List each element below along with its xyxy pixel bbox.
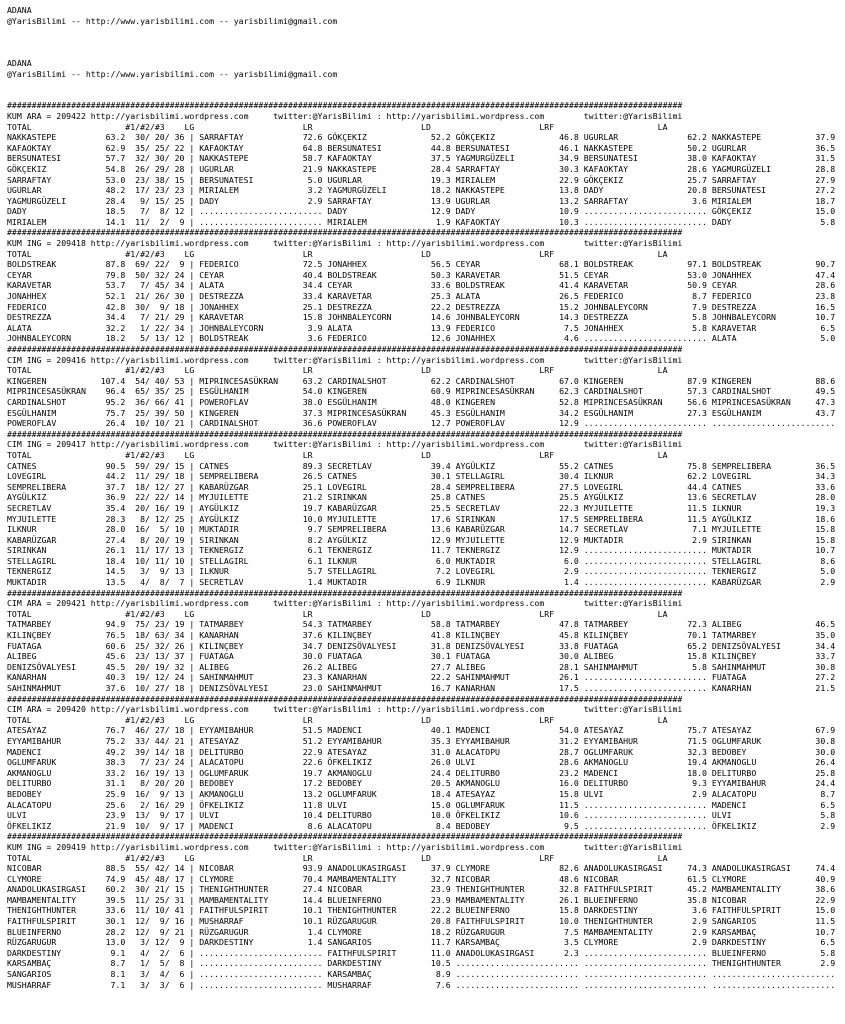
column-header-line: TOTAL #1/#2/#3 LG LR LD LRF LA (7, 121, 668, 132)
text-line: TEKNERGIZ 14.5 3/ 9/ 13 | ILKNUR 5.7 STELLAGIRL 7.2 LOVEGIRL 2.9 ......................... TEKNERGIZ 5.0 (7, 566, 836, 577)
text-line: BOLDSTREAK 87.8 69/ 22/ 9 | FEDERICO 72.5 JONAHHEX 56.5 CEYAR 68.1 BOLDSTREAK 97.1 BOLDSTREAK 90.7 (7, 259, 836, 270)
race-header-line: CIM ARA = 209420 http://yarisbilimi.wordpress.com twitter:@YarisBilimi : http://yarisbilimi.wordpress.com twitter:@YarisBilimi (7, 704, 683, 715)
text-line: JOHNBALEYCORN 18.2 5/ 13/ 12 | BOLDSTREAK 3.6 FEDERICO 12.6 JONAHHEX 4.6 ......................... ALATA 5.0 (7, 333, 836, 344)
text-line: SECRETLAV 35.4 20/ 16/ 19 | AYGÜLKIZ 19.7 KABARÜZGAR 25.5 SECRETLAV 22.3 MYJUILETTE 11.5 ILKNUR 19.3 (7, 502, 836, 513)
blank-line (7, 47, 845, 58)
race-header-line: KUM ING = 209419 http://yarisbilimi.wordpress.com twitter:@YarisBilimi : http://yarisbilimi.wordpress.com twitter:@YarisBilimi (7, 841, 683, 852)
text-line: ALACATOPU 25.6 2/ 16/ 29 | ÖFKELIKIZ 11.8 ULVI 15.0 OGLUMFARUK 11.5 ......................... MADENCI 6.5 (7, 799, 836, 810)
text-line: MUKTADIR 13.5 4/ 8/ 7 | SECRETLAV 1.4 MUKTADIR 6.9 ILKNUR 1.4 ......................... KABARÜZGAR 2.9 (7, 577, 836, 588)
text-line: CLYMORE 74.9 45/ 48/ 17 | CLYMORE 70.4 MAMBAMENTALITY 32.7 NICOBAR 48.6 NICOBAR 61.5 CLYMORE 40.9 (7, 873, 836, 884)
separator-line: ######################################################################################################################################### (7, 227, 683, 238)
text-line: CEYAR 79.8 50/ 32/ 24 | CEYAR 40.4 BOLDSTREAK 50.3 KARAVETAR 51.5 CEYAR 53.0 JONAHHEX 47.4 (7, 269, 836, 280)
text-line: JONAHHEX 52.1 21/ 26/ 30 | DESTREZZA 33.4 KARAVETAR 25.3 ALATA 26.5 FEDERICO 8.7 FEDERICO 23.8 (7, 291, 836, 302)
text-line: FUATAGA 60.6 25/ 32/ 26 | KILINÇBEY 34.7 DENIZSÖVALYESI 31.8 DENIZSÖVALYESI 33.8 FUATAGA 65.2 DENIZSÖVALYESI 34.4 (7, 640, 836, 651)
text-line: KABARÜZGAR 27.4 8/ 20/ 19 | SIRINKAN 8.2 AYGÜLKIZ 12.9 MYJUILETTE 12.9 MUKTADIR 2.9 SIRINKAN 15.8 (7, 534, 836, 545)
text-line: ALATA 32.2 1/ 22/ 34 | JOHNBALEYCORN 3.9 ALATA 13.9 FEDERICO 7.5 JONAHHEX 5.8 KARAVETAR 6.5 (7, 322, 836, 333)
text-line: UGURLAR 48.2 17/ 23/ 23 | MIRIALEM 3.2 YAGMURGÜZELI 18.2 NAKKASTEPE 13.8 DADY 20.8 BERSUNATESI 27.2 (7, 185, 836, 196)
race-header-line: CIM ING = 209417 http://yarisbilimi.wordpress.com twitter:@YarisBilimi : http://yarisbilimi.wordpress.com twitter:@YarisBilimi (7, 439, 683, 450)
text-line: RÜZGARUGUR 13.0 3/ 12/ 9 | DARKDESTINY 1.4 SANGARIOS 11.7 KARSAMBAÇ 3.5 CLYMORE 2.9 DARKDESTINY 6.5 (7, 937, 836, 948)
separator-line: ######################################################################################################################################### (7, 831, 683, 842)
text-line: ÖFKELIKIZ 21.9 10/ 9/ 17 | MADENCI 8.6 ALACATOPU 8.4 BEDOBEY 9.5 ......................... ÖFKELIKIZ 2.9 (7, 820, 836, 831)
text-line: EYYAMIBAHUR 75.2 33/ 44/ 21 | ATESAYAZ 51.2 EYYAMIBAHUR 35.3 EYYAMIBAHUR 31.2 EYYAMIBAHUR 71.5 OGLUMFARUK 30.8 (7, 735, 836, 746)
race-header-line: CIM ING = 209416 http://yarisbilimi.wordpress.com twitter:@YarisBilimi : http://yarisbilimi.wordpress.com twitter:@YarisBilimi (7, 354, 683, 365)
blank-line (7, 90, 845, 101)
column-header-line: TOTAL #1/#2/#3 LG LR LD LRF LA (7, 852, 668, 863)
text-line: POWEROFLAV 26.4 10/ 10/ 21 | CARDINALSHOT 36.6 POWEROFLAV 12.7 POWEROFLAV 12.9 ......................... ......................... (7, 418, 836, 429)
text-line: MAMBAMENTALITY 39.5 11/ 25/ 31 | MAMBAMENTALITY 14.4 BLUEINFERNO 23.9 MAMBAMENTALITY 26.1 BLUEINFERNO 35.8 NICOBAR 22.9 (7, 894, 836, 905)
column-header-line: TOTAL #1/#2/#3 LG LR LD LRF LA (7, 449, 668, 460)
text-line: NAKKASTEPE 63.2 30/ 20/ 36 | SARRAFTAY 72.6 GÖKÇEKIZ 52.2 GÖKÇEKIZ 46.8 UGURLAR 62.2 NAKKASTEPE 37.9 (7, 132, 836, 143)
text-line: MYJUILETTE 28.3 8/ 12/ 25 | AYGÜLKIZ 10.0 MYJUILETTE 17.6 SIRINKAN 17.5 SEMPRELIBERA 11.5 AYGÜLKIZ 18.6 (7, 513, 836, 524)
text-line: KARAVETAR 53.7 7/ 45/ 34 | ALATA 34.4 CEYAR 33.6 BOLDSTREAK 41.4 KARAVETAR 50.9 CEYAR 28.6 (7, 280, 836, 291)
text-line: ULVI 23.9 13/ 9/ 17 | ULVI 10.4 DELITURBO 10.0 ÖFKELIKIZ 10.6 ......................... ULVI 5.8 (7, 810, 836, 821)
race-header-line: KUM ING = 209418 http://yarisbilimi.wordpress.com twitter:@YarisBilimi : http://yarisbilimi.wordpress.com twitter:@YarisBilimi (7, 238, 683, 249)
text-line: MIPRINCESASÜKRAN 96.4 65/ 35/ 25 | ESGÜLHANIM 54.0 KINGEREN 60.9 MIPRINCESASÜKRAN 62.3 CARDINALSHOT 57.3 CARDINALSHOT 49.5 (7, 386, 836, 397)
text-line: ALIBEG 45.6 23/ 13/ 37 | FUATAGA 30.0 FUATAGA 30.1 FUATAGA 30.0 ALIBEG 15.8 KILINÇBEY 33.7 (7, 651, 836, 662)
text-line: DARKDESTINY 9.1 4/ 2/ 6 | ......................... FAITHFULSPIRIT 11.0 ANADOLUKASIRGASI 2.3 ......................... BLUEINFERNO 5.8 (7, 947, 836, 958)
blank-line (7, 37, 845, 48)
text-line: OGLUMFARUK 38.3 7/ 23/ 24 | ALACATOPU 22.6 ÖFKELIKIZ 26.0 ULVI 28.6 AKMANOGLU 19.4 AKMANOGLU 26.4 (7, 757, 836, 768)
separator-line: ######################################################################################################################################### (7, 693, 683, 704)
text-line: KAFAOKTAY 62.9 35/ 25/ 22 | KAFAOKTAY 64.8 BERSUNATESI 44.8 BERSUNATESI 46.1 NAKKASTEPE 50.2 UGURLAR 36.5 (7, 142, 836, 153)
text-line: ATESAYAZ 76.7 46/ 27/ 18 | EYYAMIBAHUR 51.5 MADENCI 40.1 MADENCI 54.0 ATESAYAZ 75.7 ATESAYAZ 67.9 (7, 725, 836, 736)
text-line: ESGÜLHANIM 75.7 25/ 39/ 50 | KINGEREN 37.3 MIPRINCESASÜKRAN 45.3 ESGÜLHANIM 34.2 ESGÜLHANIM 27.3 ESGÜLHANIM 43.7 (7, 407, 836, 418)
text-line: AKMANOGLU 33.2 16/ 19/ 13 | OGLUMFARUK 19.7 AKMANOGLU 24.4 DELITURBO 23.2 MADENCI 18.0 DELITURBO 25.8 (7, 767, 836, 778)
text-line: YAGMURGÜZELI 28.4 9/ 15/ 25 | DADY 2.9 SARRAFTAY 13.9 UGURLAR 13.2 SARRAFTAY 3.6 MIRIALEM 18.7 (7, 195, 836, 206)
text-line: TATMARBEY 94.9 75/ 23/ 19 | TATMARBEY 54.3 TATMARBEY 58.8 TATMARBEY 47.8 TATMARBEY 72.3 ALIBEG 46.5 (7, 619, 836, 630)
text-line: @YarisBilimi -- http://www.yarisbilimi.com -- yarisbilimi@gmail.com (7, 15, 338, 26)
text-line: ADANA (7, 5, 32, 15)
text-line: SEMPRELIBERA 37.7 18/ 12/ 27 | KABARÜZGAR 25.1 LOVEGIRL 28.4 SEMPRELIBERA 27.5 LOVEGIRL 44.4 CATNES 33.6 (7, 481, 836, 492)
text-line: DELITURBO 31.1 8/ 20/ 20 | BEDOBEY 17.2 BEDOBEY 20.5 AKMANOGLU 16.0 DELITURBO 9.3 EYYAMIBAHUR 24.4 (7, 778, 836, 789)
blank-line (7, 79, 845, 90)
text-line: FAITHFULSPIRIT 30.1 12/ 9/ 16 | MUSHARRAF 10.1 RÜZGARUGUR 20.8 FAITHFULSPIRIT 10.0 THENIGHTHUNTER 2.9 SANGARIOS 11.5 (7, 916, 836, 927)
text-line: DADY 18.5 7/ 8/ 12 | ......................... DADY 12.9 DADY 10.9 ......................... GÖKÇEKIZ 15.0 (7, 206, 836, 217)
text-line: @YarisBilimi -- http://www.yarisbilimi.com -- yarisbilimi@gmail.com (7, 68, 338, 79)
text-line: ADANA (7, 57, 32, 68)
text-line: CATNES 90.5 59/ 29/ 15 | CATNES 89.3 SECRETLAV 39.4 AYGÜLKIZ 55.2 CATNES 75.8 SEMPRELIBERA 36.5 (7, 460, 836, 471)
race-header-line: CIM ARA = 209421 http://yarisbilimi.wordpress.com twitter:@YarisBilimi : http://yarisbilimi.wordpress.com twitter:@YarisBilimi (7, 598, 683, 609)
text-line: BEDOBEY 25.9 16/ 9/ 13 | AKMANOGLU 13.2 OGLUMFARUK 18.4 ATESAYAZ 15.8 ULVI 2.9 ALACATOPU 8.7 (7, 788, 836, 799)
text-line: SIRINKAN 26.1 11/ 17/ 13 | TEKNERGIZ 6.1 TEKNERGIZ 11.7 TEKNERGIZ 12.9 ......................... MUKTADIR 10.7 (7, 545, 836, 556)
text-line: SAHINMAHMUT 37.6 10/ 27/ 18 | DENIZSÖVALYESI 23.0 SAHINMAHMUT 16.7 KANARHAN 17.5 ......................... KANARHAN 21.5 (7, 683, 836, 693)
text-line: SANGARIOS 8.1 3/ 4/ 6 | ......................... KARSAMBAÇ 8.9 ......................... ......................... ......................... (7, 969, 836, 980)
text-line: BERSUNATESI 57.7 32/ 30/ 20 | NAKKASTEPE 58.7 KAFAOKTAY 37.5 YAGMURGÜZELI 34.9 BERSUNATESI 38.0 KAFAOKTAY 31.5 (7, 153, 836, 164)
separator-line: ######################################################################################################################################### (7, 428, 683, 439)
separator-line: ######################################################################################################################################### (7, 100, 683, 111)
text-line: MADENCI 49.2 39/ 14/ 18 | DELITURBO 22.9 ATESAYAZ 31.0 ALACATOPU 28.7 OGLUMFARUK 32.3 BEDOBEY 30.0 (7, 746, 836, 757)
text-line: KINGEREN 107.4 54/ 40/ 53 | MIPRINCESASÜKRAN 63.2 CARDINALSHOT 62.2 CARDINALSHOT 67.0 KINGEREN 87.9 KINGEREN 88.6 (7, 375, 836, 386)
separator-line: ######################################################################################################################################### (7, 344, 683, 354)
text-line: BLUEINFERNO 28.2 12/ 9/ 21 | RÜZGARUGUR 1.4 CLYMORE 18.2 RÜZGARUGUR 7.5 MAMBAMENTALITY 2.9 KARSAMBAÇ 10.7 (7, 926, 836, 937)
column-header-line: TOTAL #1/#2/#3 LG LR LD LRF LA (7, 714, 668, 725)
text-line: STELLAGIRL 18.4 10/ 11/ 10 | STELLAGIRL 6.1 ILKNUR 6.0 MUKTADIR 6.0 ......................... STELLAGIRL 8.6 (7, 555, 836, 566)
text-line: KARSAMBAÇ 8.7 1/ 5/ 8 | ......................... DARKDESTINY 10.5 ......................... ......................... THENIGHTHUNTER 2.9 (7, 958, 836, 969)
race-header-line: KUM ARA = 209422 http://yarisbilimi.wordpress.com twitter:@YarisBilimi : http://yarisbilimi.wordpress.com twitter:@YarisBilimi (7, 110, 683, 121)
text-line: CARDINALSHOT 95.2 36/ 66/ 41 | POWEROFLAV 38.0 ESGÜLHANIM 48.0 KINGEREN 52.8 MIPRINCESASÜKRAN 56.6 MIPRINCESASÜKRAN 47.3 (7, 396, 836, 407)
text-line: AYGÜLKIZ 36.9 22/ 22/ 14 | MYJUILETTE 21.2 SIRINKAN 25.8 CATNES 25.5 AYGÜLKIZ 13.6 SECRETLAV 28.0 (7, 492, 836, 503)
text-line: FEDERICO 42.8 30/ 9/ 18 | JONAHHEX 25.1 DESTREZZA 22.2 DESTREZZA 15.2 JOHNBALEYCORN 7.9 DESTREZZA 16.5 (7, 301, 836, 312)
text-line: ILKNUR 28.0 16/ 5/ 10 | MUKTADIR 9.7 SEMPRELIBERA 13.6 KABARÜZGAR 14.7 SECRETLAV 7.1 MYJUILETTE 15.8 (7, 524, 836, 535)
text-line: LOVEGIRL 44.2 11/ 29/ 18 | SEMPRELIBERA 26.5 CATNES 30.1 STELLAGIRL 30.4 ILKNUR 62.2 LOVEGIRL 34.3 (7, 471, 836, 482)
separator-line: ######################################################################################################################################### (7, 587, 683, 598)
text-line: NICOBAR 88.5 55/ 42/ 14 | NICOBAR 93.9 ANADOLUKASIRGASI 37.9 CLYMORE 82.6 ANADOLUKASIRGASI 74.3 ANADOLUKASIRGASI 74.4 (7, 863, 836, 874)
text-line: KANARHAN 40.3 19/ 12/ 24 | SAHINMAHMUT 23.3 KANARHAN 22.2 SAHINMAHMUT 26.1 ......................... FUATAGA 27.2 (7, 672, 836, 683)
column-header-line: TOTAL #1/#2/#3 LG LR LD LRF LA (7, 248, 668, 259)
text-line: ANADOLUKASIRGASI 60.2 30/ 21/ 15 | THENIGHTHUNTER 27.4 NICOBAR 23.9 THENIGHTHUNTER 32.8 FAITHFULSPIRIT 45.2 MAMBAMENTALITY 38.6 (7, 884, 836, 895)
blank-line (7, 26, 845, 37)
text-line: MUSHARRAF 7.1 3/ 3/ 6 | ......................... MUSHARRAF 7.6 ......................... ......................... ......................... (7, 979, 836, 990)
column-header-line: TOTAL #1/#2/#3 LG LR LD LRF LA (7, 365, 668, 376)
text-line: GÖKÇEKIZ 54.8 26/ 29/ 28 | UGURLAR 21.9 NAKKASTEPE 28.4 SARRAFTAY 30.3 KAFAOKTAY 28.6 YAGMURGÜZELI 28.8 (7, 163, 836, 174)
text-line: DENIZSÖVALYESI 45.5 20/ 19/ 32 | ALIBEG 26.2 ALIBEG 27.7 ALIBEG 28.1 SAHINMAHMUT 5.8 SAHINMAHMUT 30.8 (7, 661, 836, 672)
text-line: MIRIALEM 14.1 11/ 2/ 9 | ......................... MIRIALEM 1.9 KAFAOKTAY 10.3 ......................... DADY 5.8 (7, 216, 836, 227)
column-header-line: TOTAL #1/#2/#3 LG LR LD LRF LA (7, 608, 668, 619)
text-line: KILINÇBEY 76.5 18/ 63/ 34 | KANARHAN 37.6 KILINÇBEY 41.8 KILINÇBEY 45.8 KILINÇBEY 70.1 TATMARBEY 35.0 (7, 630, 836, 641)
text-line: SARRAFTAY 53.0 23/ 38/ 15 | BERSUNATESI 5.0 UGURLAR 19.3 MIRIALEM 22.9 GÖKÇEKIZ 25.7 SARRAFTAY 27.9 (7, 174, 836, 185)
text-line: THENIGHTHUNTER 33.6 11/ 10/ 41 | FAITHFULSPIRIT 10.1 THENIGHTHUNTER 22.2 BLUEINFERNO 15.8 DARKDESTINY 3.6 FAITHFULSPIRIT 15.0 (7, 905, 836, 916)
text-line: DESTREZZA 34.4 7/ 21/ 29 | KARAVETAR 15.8 JOHNBALEYCORN 14.6 JOHNBALEYCORN 14.3 DESTREZZA 5.8 JOHNBALEYCORN 10.7 (7, 312, 836, 323)
